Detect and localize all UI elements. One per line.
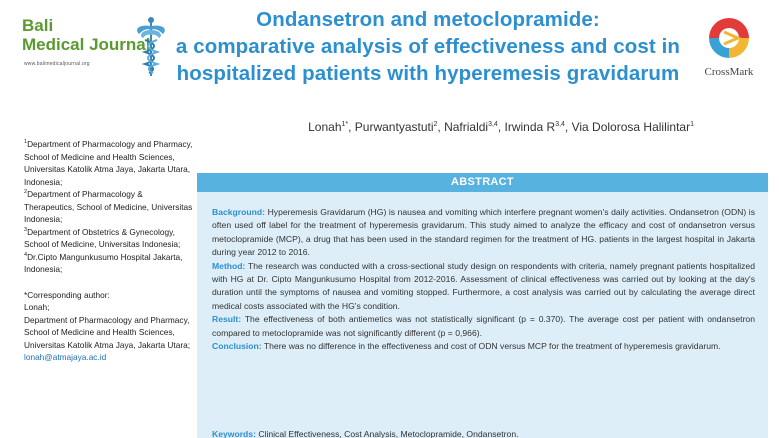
background-label: Background: [212, 207, 265, 217]
affiliation-text: Department of Pharmacology and Pharmacy, School of Medicine and Health Sciences, Universitas Katolik Atma Jaya, Jakarta Utara, Indonesia; [24, 139, 193, 187]
affiliation-number: 3 [24, 226, 28, 233]
journal-name-line1: Bali [22, 16, 54, 35]
method-text: The research was conducted with a cross-sectional study design on respondents with criteria, namely pregnant patients hospitalized with HG at Dr. Cipto Mangunkusumo Hospital from 2012-2016. Assessment of clinical effectiveness was carried out by looking at the day's duration until the symptoms of nausea and vomiting stopped. Furthermore, a cost analysis was carried out by calculating the average direct medical costs associated with the HG's condition. [212, 260, 755, 311]
author-affiliation-mark: 2 [433, 121, 438, 128]
affiliation-item [24, 188, 194, 226]
affiliation-item [24, 138, 194, 188]
author-name: Purwantyastuti [354, 120, 434, 134]
abstract-heading: ABSTRACT [197, 173, 768, 192]
abstract-conclusion [212, 340, 755, 353]
article-title-line3: hospitalized patients with hyperemesis gravidarum [176, 62, 680, 85]
result-text: The effectiveness of both antiemetics was not statistically significant (p = 0.370). The average cost per patient with ondansetron compared to metoclopramide was not significantly different (p = 0,966). [212, 314, 755, 338]
corresponding-email-link[interactable]: lonah@atmajaya.ac.id [24, 352, 107, 362]
affiliation-number: 1 [24, 139, 28, 146]
crossmark-badge[interactable] [694, 12, 764, 82]
abstract-background [212, 206, 755, 260]
affiliation-text: Department of Pharmacology & Therapeutics, School of Medicine, Universitas Indonesia; [24, 189, 193, 224]
affiliation-number: 4 [24, 251, 28, 258]
method-label: Method: [212, 260, 246, 271]
keywords-text: Clinical Effectiveness, Cost Analysis, Metoclopramide, Ondansetron. [258, 429, 519, 438]
spacer [24, 276, 194, 289]
author-list: Lonah$^{1*}$, Purwantyastuti$^2$, Nafrialdi$^{3,4}$, Irwinda R$^{3,4}$, Via Dolorosa Halilintar$^1$ [308, 120, 694, 134]
conclusion-text: There was no difference in the effectiveness and cost of ODN versus MCP for the treatment of hyperemesis gravidarum. [263, 341, 721, 352]
affiliations-column [24, 138, 194, 364]
article-title [168, 6, 688, 87]
abstract-body [212, 206, 755, 353]
affiliation-text: Department of Obstetrics & Gynecology, School of Medicine, Universitas Indonesia; [24, 226, 181, 249]
journal-name-line2: Medical Journal [22, 35, 151, 54]
journal-name [22, 16, 150, 54]
result-label: Result: [212, 314, 242, 325]
journal-url: www.balimedicaljournal.org [24, 61, 90, 67]
journal-logo [22, 16, 172, 86]
corresponding-address: Department of Pharmacology and Pharmacy, School of Medicine and Health Sciences, Universitas Katolik Atma Jaya, Jakarta Utara; [24, 314, 191, 350]
abstract-method [212, 260, 755, 314]
background-text: Hyperemesis Gravidarum (HG) is nausea and vomiting which interfere pregnant women's daily activities. Ondansetron (ODN) is often used off label for the treatment of hyperemesis gravidarum. This study aimed to analyze the efficacy and cost of ondansetron versus metoclopramide (MCP), a drug that has been used in the standard regimen for the treatment of HG. patients in the largest hospital in Jakarta during year 2012 to 2016. [212, 207, 756, 258]
author-name: Nafrialdi [444, 120, 489, 134]
conclusion-label: Conclusion: [212, 341, 262, 352]
article-title-line2: a comparative analysis of effectiveness and cost in [175, 35, 681, 58]
keywords-bar [197, 426, 768, 438]
author-affiliation-mark: 3,4 [488, 121, 498, 128]
affiliation-number: 2 [24, 189, 28, 196]
corresponding-label: *Corresponding author: [24, 289, 110, 300]
crossmark-icon [694, 12, 764, 66]
crossmark-label: CrossMark [704, 66, 754, 78]
article-title-line1: Ondansetron and metoclopramide: [256, 8, 600, 31]
author-name: Irwinda R [504, 120, 556, 134]
corresponding-name: Lonah; [24, 302, 50, 312]
affiliation-text: Dr.Cipto Mangunkusumo Hospital Jakarta, Indonesia; [24, 251, 183, 274]
abstract-result [212, 313, 755, 340]
author-affiliation-mark: 3,4 [555, 121, 565, 128]
affiliation-item [24, 226, 194, 251]
author-name: Via Dolorosa Halilintar [571, 120, 691, 134]
keywords-label: Keywords: [212, 429, 256, 438]
caduceus-icon [135, 16, 167, 78]
author-affiliation-mark: 1* [341, 121, 349, 128]
author-affiliation-mark: 1 [690, 121, 694, 128]
abstract-box [197, 173, 768, 438]
author-name: Lonah [308, 120, 342, 134]
affiliation-item [24, 251, 194, 276]
